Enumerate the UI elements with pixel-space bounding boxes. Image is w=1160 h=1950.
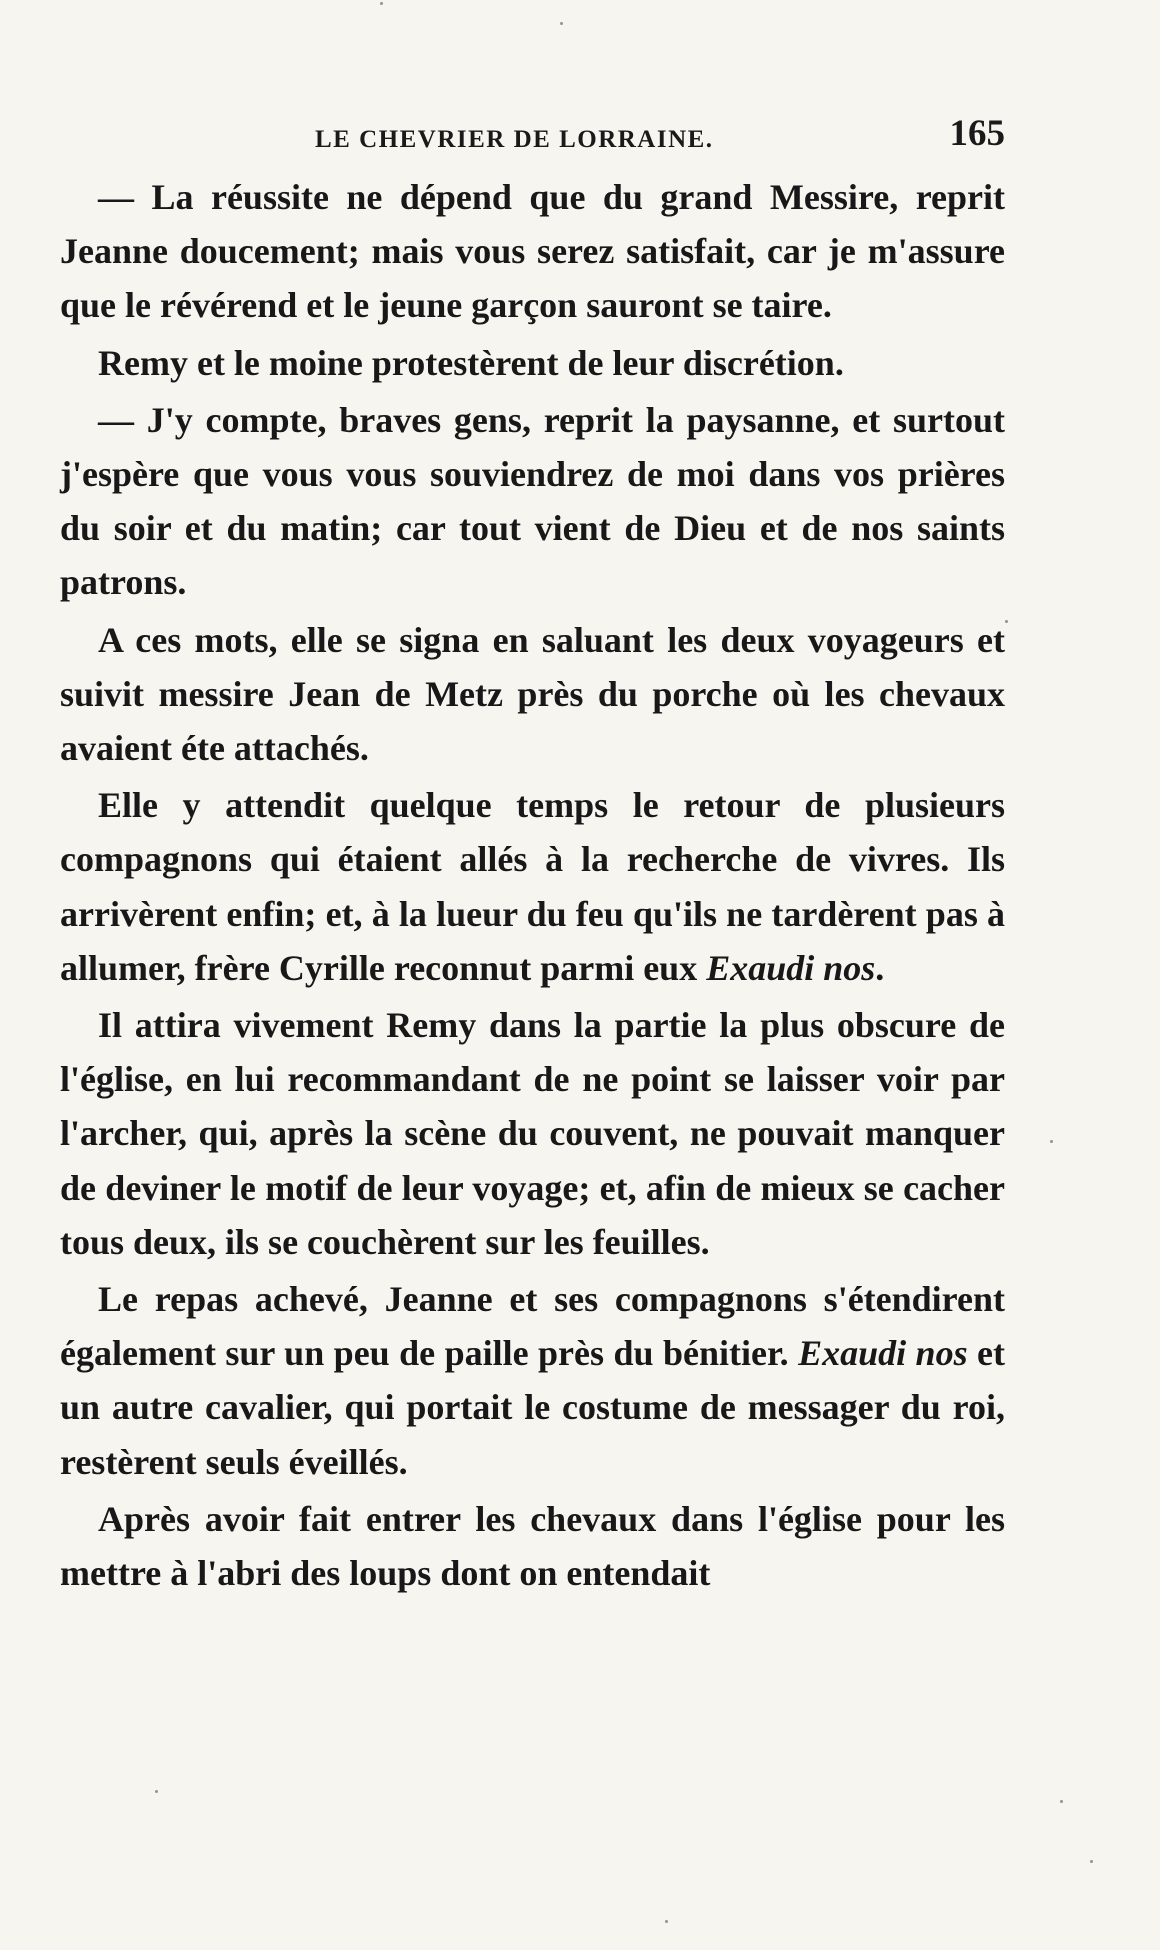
paragraph: Après avoir fait entrer les chevaux dans l'église pour les mettre à l'abri des loups dont on entendait bbox=[60, 1498, 1005, 1594]
print-speck bbox=[155, 1790, 158, 1793]
print-speck bbox=[1060, 1800, 1063, 1803]
print-speck bbox=[1050, 1140, 1053, 1143]
print-speck bbox=[1005, 620, 1008, 623]
print-speck bbox=[560, 22, 563, 25]
print-speck bbox=[380, 2, 383, 5]
paragraph: — La réussite ne dépend que du grand Messire, reprit Jeanne doucement; mais vous serez satisfait, car je m'assure que le révérend et le jeune garçon sauront se taire. bbox=[60, 177, 1005, 326]
print-speck bbox=[1090, 1860, 1093, 1863]
paragraph: Elle y attendit quelque temps le retour de plusieurs compagnons qui étaient allés à la recherche de vivres. Ils arrivèrent enfin; et, à la lueur du feu qu'ils ne tardèrent pas à allumer, frère Cyrille reconnut parmi eux Exaudi nos. bbox=[60, 785, 1005, 988]
running-title: LE CHEVRIER DE LORRAINE. bbox=[315, 126, 714, 153]
italic-name: Exaudi nos bbox=[798, 1333, 968, 1374]
page-header bbox=[60, 112, 1005, 152]
paragraph: A ces mots, elle se signa en saluant les deux voyageurs et suivit messire Jean de Metz près du porche où les chevaux avaient éte attachés. bbox=[60, 619, 1005, 769]
page-number: 165 bbox=[949, 113, 1005, 154]
paragraph: Il attira vivement Remy dans la partie la plus obscure de l'église, en lui recommandant de ne point se laisser voir par l'archer, qui, après la scène du couvent, ne pouvait manquer de deviner le motif de leur voyage; et, afin de mieux se cacher tous deux, ils se couchèrent sur les feuilles. bbox=[60, 1005, 1005, 1262]
italic-name: Exaudi nos bbox=[706, 947, 876, 988]
paragraph: Le repas achevé, Jeanne et ses compagnons s'étendirent également sur un peu de paille près du bénitier. Exaudi nos et un autre cavalier, qui portait le costume de messager du roi, restèrent seuls éveillés. bbox=[60, 1279, 1006, 1482]
paragraph: — J'y compte, braves gens, reprit la paysanne, et surtout j'espère que vous vous souviendrez de moi dans vos prières du soir et du matin; car tout vient de Dieu et de nos saints patrons. bbox=[60, 399, 1005, 603]
print-speck bbox=[665, 1920, 668, 1923]
paragraph: Remy et le moine protestèrent de leur discrétion. bbox=[98, 342, 844, 383]
body-text bbox=[60, 170, 1005, 1600]
